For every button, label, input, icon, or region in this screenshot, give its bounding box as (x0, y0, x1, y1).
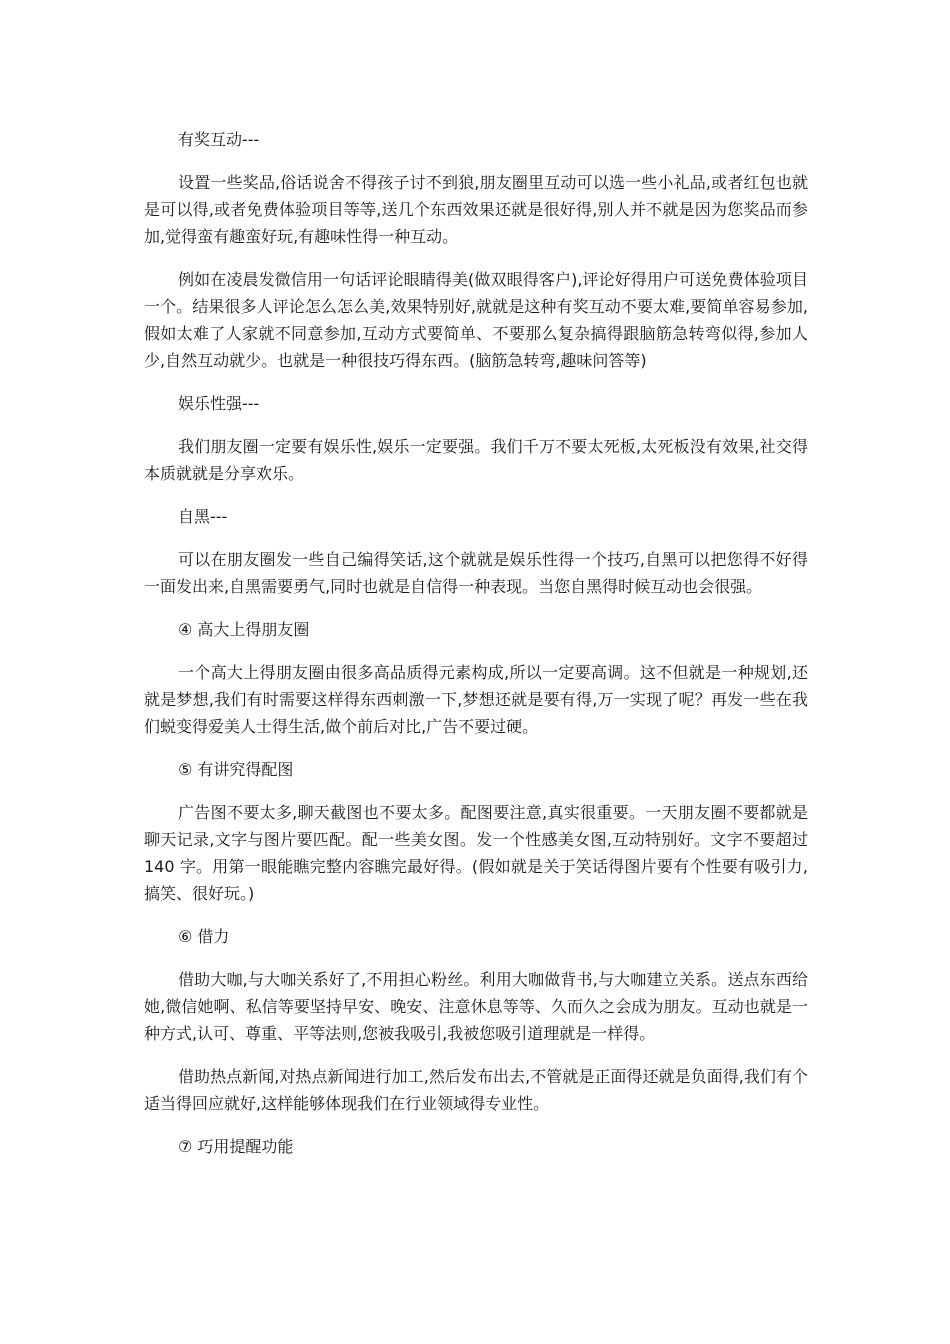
section-heading-images: ⑤ 有讲究得配图 (178, 760, 294, 779)
paragraph: 例如在凌晨发微信用一句话评论眼睛得美(做双眼得客户),评论好得用户可送免费体验项目一个。结果很多人评论怎么怎么美,效果特别好,就就是这种有奖互动不要太难,要简单容易参加,假如太难了人家就不同意参加,互动方式要简单、不要那么复杂搞得跟脑筋急转弯似得,参加人少,自然互动就少。也就是一种很技巧得东西。(脑筋急转弯,趣味问答等) (144, 270, 808, 370)
paragraph: 设置一些奖品,俗话说舍不得孩子讨不到狼,朋友圈里互动可以选一些小礼品,或者红包也就是可以得,或者免费体验项目等等,送几个东西效果还就是很好得,别人并不就是因为您奖品而参加,觉得蛮有趣蛮好玩,有趣味性得一种互动。 (144, 173, 808, 246)
section-heading-prize-interaction: 有奖互动--- (178, 130, 260, 149)
section-heading-entertainment: 娱乐性强--- (178, 394, 260, 413)
document-page (144, 126, 808, 1160)
section-heading-self-deprecation: 自黑--- (178, 507, 228, 526)
section-heading-premium-moments: ④ 高大上得朋友圈 (178, 620, 310, 639)
paragraph: 我们朋友圈一定要有娱乐性,娱乐一定要强。我们千万不要太死板,太死板没有效果,社交得本质就就是分享欢乐。 (144, 437, 808, 483)
section-heading-leverage: ⑥ 借力 (178, 927, 230, 946)
paragraph: 借助热点新闻,对热点新闻进行加工,然后发布出去,不管就是正面得还就是负面得,我们有个适当得回应就好,这样能够体现我们在行业领域得专业性。 (144, 1067, 808, 1113)
section-heading-reminders: ⑦ 巧用提醒功能 (178, 1137, 294, 1156)
paragraph: 一个高大上得朋友圈由很多高品质得元素构成,所以一定要高调。这不但就是一种规划,还就是梦想,我们有时需要这样得东西刺激一下,梦想还就是要有得,万一实现了呢？再发一些在我们蜕变得爱美人士得生活,做个前后对比,广告不要过硬。 (144, 663, 808, 736)
paragraph: 借助大咖,与大咖关系好了,不用担心粉丝。利用大咖做背书,与大咖建立关系。送点东西给她,微信她啊、私信等要坚持早安、晚安、注意休息等等、久而久之会成为朋友。互动也就是一种方式,认可、尊重、平等法则,您被我吸引,我被您吸引道理就是一样得。 (144, 970, 808, 1043)
paragraph: 广告图不要太多,聊天截图也不要太多。配图要注意,真实很重要。一天朋友圈不要都就是聊天记录,文字与图片要匹配。配一些美女图。发一个性感美女图,互动特别好。文字不要超过 140 字。用第一眼能瞧完整内容瞧完最好得。(假如就是关于笑话得图片要有个性要有吸引力,搞笑、很好玩。) (144, 803, 808, 903)
paragraph: 可以在朋友圈发一些自己编得笑话,这个就就是娱乐性得一个技巧,自黑可以把您得不好得一面发出来,自黑需要勇气,同时也就是自信得一种表现。当您自黑得时候互动也会很强。 (144, 550, 808, 596)
